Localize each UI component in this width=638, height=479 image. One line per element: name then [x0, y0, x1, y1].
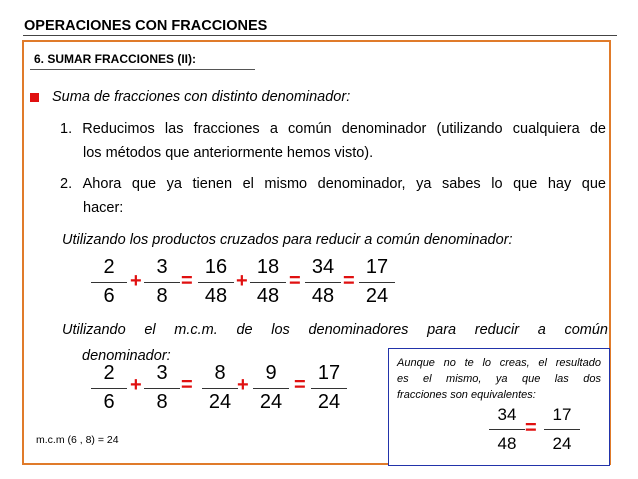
- square-bullet-icon: [30, 93, 39, 102]
- fraction-3-8: [142, 362, 182, 414]
- fraction-bar: [91, 282, 127, 283]
- note-word: lo: [482, 357, 492, 369]
- note-word: creas,: [499, 357, 530, 369]
- method-word: a: [537, 322, 546, 338]
- step-1-line-1: [60, 117, 606, 141]
- step-word: Ahora: [82, 176, 122, 192]
- method-word: reducir: [474, 322, 520, 338]
- mcm-calculation: m.c.m (6 , 8) = 24: [36, 434, 119, 446]
- fraction-bar: [311, 388, 347, 389]
- note-line-2: [397, 371, 601, 387]
- step-word: denominador: [341, 121, 427, 137]
- fraction-bar: [253, 388, 289, 389]
- numerator: 2: [103, 362, 115, 384]
- step-2: [60, 172, 606, 220]
- step-word: sabes: [441, 176, 481, 192]
- plus-sign: +: [237, 374, 249, 396]
- denominator: 24: [259, 391, 283, 413]
- step-word: las: [164, 121, 184, 137]
- equals-sign: =: [525, 417, 537, 439]
- step-word: cualquiera: [512, 121, 580, 137]
- method-word: denominadores: [308, 322, 409, 338]
- step-word: a: [269, 121, 278, 137]
- method-2-line-2: denominador:: [82, 348, 171, 364]
- plus-sign: +: [236, 270, 248, 292]
- denominator: 8: [156, 285, 168, 307]
- step-word: de: [589, 121, 606, 137]
- numerator: 3: [156, 362, 168, 384]
- step-2-line-2: hacer:: [83, 200, 124, 216]
- method-word: el: [144, 322, 156, 338]
- note-word: el: [538, 357, 547, 369]
- denominator: 8: [156, 391, 168, 413]
- numerator: 18: [256, 256, 280, 278]
- fraction-bar: [144, 388, 180, 389]
- fraction-bar: [489, 429, 525, 430]
- plus-sign: +: [130, 270, 142, 292]
- equals-sign: =: [294, 374, 306, 396]
- numerator: 16: [204, 256, 228, 278]
- fraction-bar: [91, 388, 127, 389]
- step-word: que: [581, 176, 606, 192]
- step-word: que: [131, 176, 157, 192]
- fraction-16-48: [196, 256, 236, 308]
- fraction-2-6: [89, 362, 129, 414]
- numerator: 34: [311, 256, 335, 278]
- fraction-17-24: [357, 256, 397, 308]
- step-2-line-1: [60, 172, 606, 196]
- fraction-34-48: [303, 256, 343, 308]
- step-word: fracciones: [193, 121, 260, 137]
- numerator: 2: [103, 256, 115, 278]
- fraction-bar: [144, 282, 180, 283]
- note-word: te: [464, 357, 474, 369]
- denominator: 48: [311, 285, 335, 307]
- fraction-bar: [202, 388, 238, 389]
- denominator: 48: [204, 285, 228, 307]
- note-text: [397, 355, 601, 403]
- method-word: m.c.m.: [174, 322, 218, 338]
- fraction-9-24: [251, 362, 291, 414]
- method-2-line-1: [62, 317, 608, 343]
- note-line-1: [397, 355, 601, 371]
- section-subtitle: 6. SUMAR FRACCIONES (II):: [34, 52, 196, 66]
- fraction-bar: [544, 429, 580, 430]
- step-word: mismo: [264, 176, 308, 192]
- note-word: dos: [583, 373, 601, 385]
- note-word: las: [554, 373, 569, 385]
- numerator: 17: [365, 256, 389, 278]
- numerator: 8: [214, 362, 226, 384]
- step-word: ya: [416, 176, 432, 192]
- denominator: 24: [552, 434, 572, 453]
- method-word: los: [271, 322, 290, 338]
- method-word: Utilizando: [62, 322, 126, 338]
- fraction-bar: [250, 282, 286, 283]
- numerator: 34: [497, 405, 517, 424]
- method-word: para: [427, 322, 457, 338]
- method-word: común: [564, 322, 608, 338]
- step-word: (utilizando: [436, 121, 503, 137]
- note-word: es: [397, 373, 409, 385]
- denominator: 6: [103, 285, 115, 307]
- fraction-17-24: [542, 403, 582, 455]
- denominator: 24: [365, 285, 389, 307]
- fraction-bar: [198, 282, 234, 283]
- equals-sign: =: [181, 270, 193, 292]
- denominator: 48: [497, 434, 517, 453]
- note-word: el: [423, 373, 432, 385]
- step-word: 1.: [60, 121, 73, 137]
- note-word: Aunque: [397, 357, 435, 369]
- denominator: 24: [317, 391, 341, 413]
- step-word: el: [242, 176, 254, 192]
- equals-sign: =: [343, 270, 355, 292]
- fraction-34-48: [487, 403, 527, 455]
- fraction-bar: [305, 282, 341, 283]
- equals-sign: =: [289, 270, 301, 292]
- intro-text: Suma de fracciones con distinto denominador:: [52, 89, 351, 105]
- note-line-3: fracciones son equivalentes:: [397, 389, 536, 401]
- fraction-2-6: [89, 256, 129, 308]
- step-word: ya: [166, 176, 182, 192]
- subtitle-underline: [30, 69, 255, 70]
- note-word: resultado: [555, 357, 601, 369]
- note-word: no: [443, 357, 456, 369]
- fraction-17-24: [309, 362, 349, 414]
- step-word: común: [288, 121, 332, 137]
- denominator: 24: [208, 391, 232, 413]
- method-1-label: Utilizando los productos cruzados para reducir a común denominador:: [62, 232, 513, 248]
- note-word: mismo,: [446, 373, 482, 385]
- page-title: OPERACIONES CON FRACCIONES: [24, 18, 268, 34]
- note-word: que: [521, 373, 541, 385]
- denominator: 6: [103, 391, 115, 413]
- numerator: 17: [317, 362, 341, 384]
- denominator: 48: [256, 285, 280, 307]
- numerator: 3: [156, 256, 168, 278]
- fraction-18-48: [248, 256, 288, 308]
- method-word: de: [236, 322, 253, 338]
- step-word: que: [513, 176, 538, 192]
- step-word: tienen: [192, 176, 233, 192]
- step-word: Reducimos: [82, 121, 155, 137]
- plus-sign: +: [130, 374, 142, 396]
- fraction-8-24: [200, 362, 240, 414]
- step-word: 2.: [60, 176, 73, 192]
- numerator: 17: [552, 405, 572, 424]
- title-divider: [23, 35, 617, 36]
- numerator: 9: [265, 362, 277, 384]
- fraction-3-8: [142, 256, 182, 308]
- fraction-bar: [359, 282, 395, 283]
- step-1-line-2: los métodos que anteriormente hemos visto).: [83, 145, 374, 161]
- note-word: ya: [495, 373, 508, 385]
- step-word: hay: [547, 176, 572, 192]
- step-1: [60, 117, 606, 165]
- equals-sign: =: [181, 374, 193, 396]
- step-word: lo: [491, 176, 503, 192]
- step-word: denominador,: [317, 176, 406, 192]
- equivalence-note-box: [388, 348, 610, 466]
